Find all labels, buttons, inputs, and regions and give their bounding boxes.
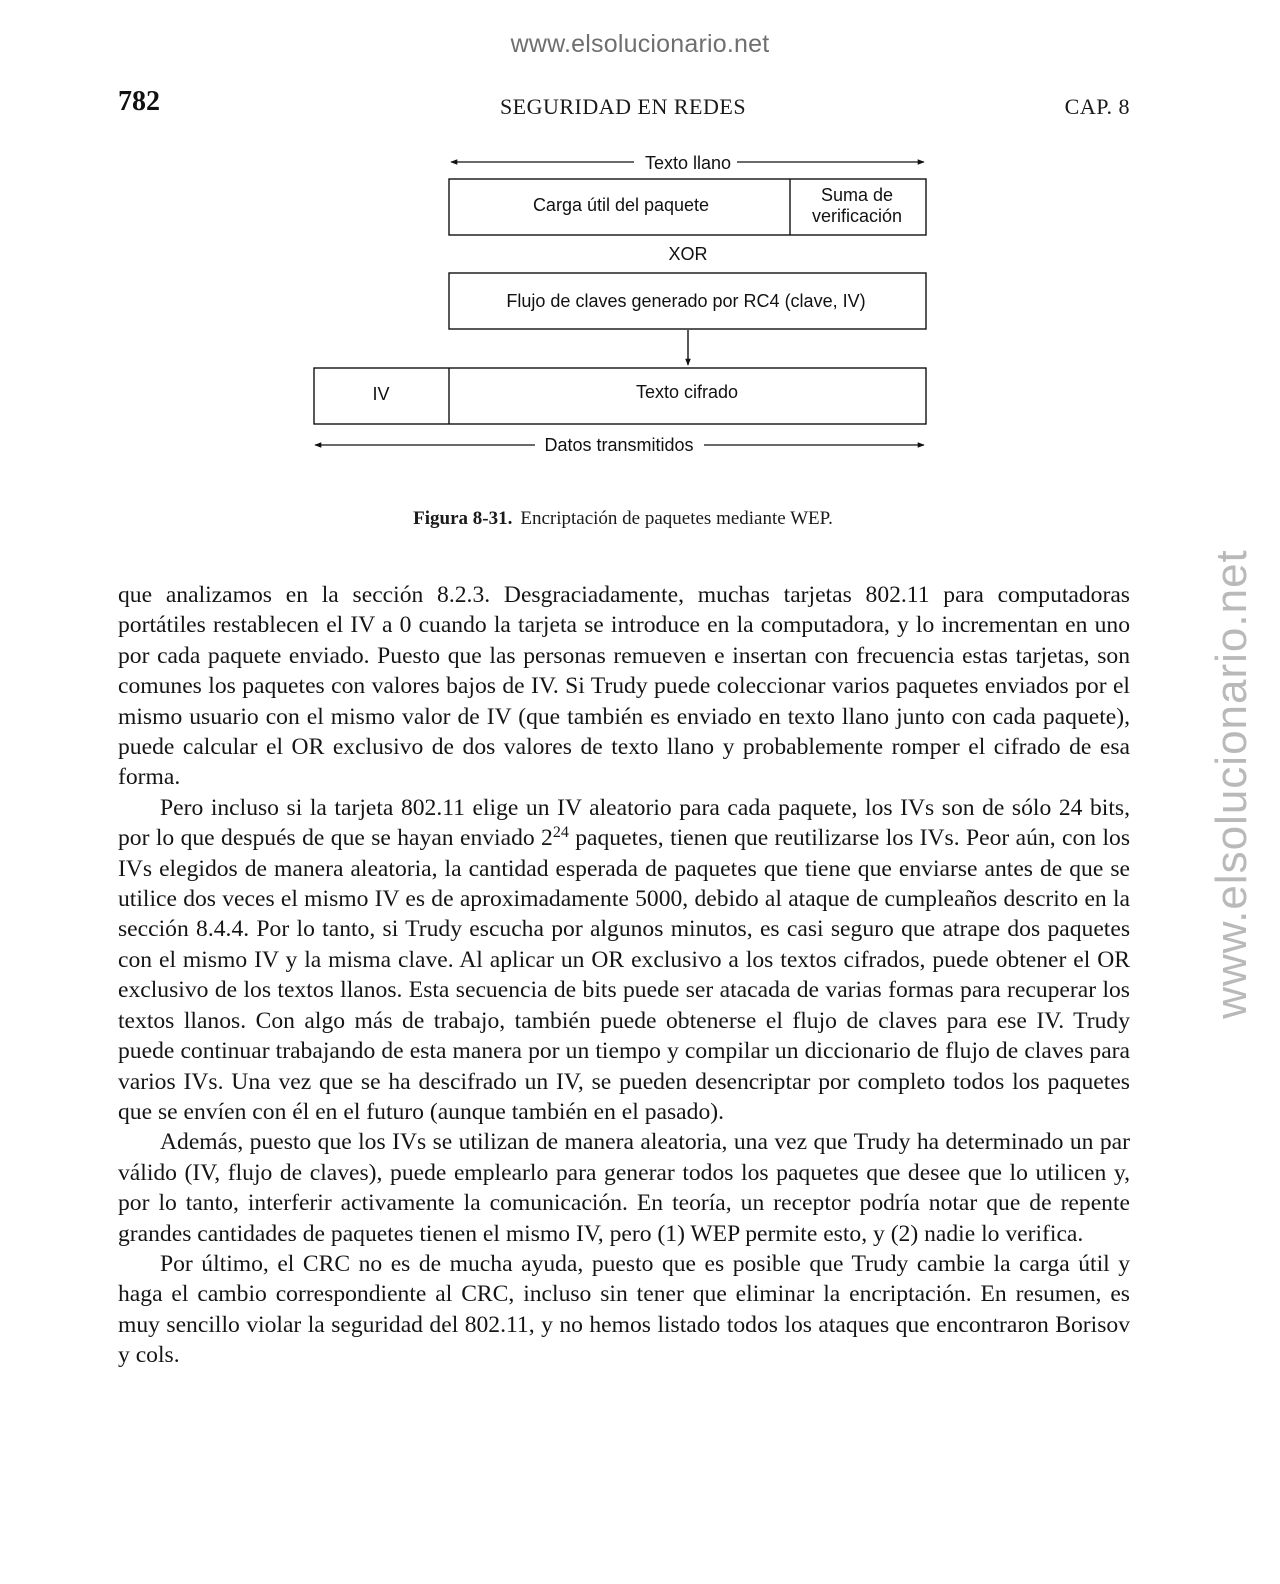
payload-label: Carga útil del paquete xyxy=(532,195,710,215)
paragraph-2 xyxy=(118,793,1130,1127)
wep-encryption-diagram xyxy=(0,140,1280,470)
chapter-label: CAP. 8 xyxy=(1064,94,1130,119)
exponent: 24 xyxy=(552,824,569,842)
ciphertext-label: Texto cifrado xyxy=(635,382,739,402)
keystream-label: Flujo de claves generado por RC4 (clave, IV) xyxy=(506,291,866,311)
watermark-url-top: www.elsolucionario.net xyxy=(510,30,770,58)
transmitted-box xyxy=(314,368,926,424)
xor-label: XOR xyxy=(668,244,708,264)
running-head: SEGURIDAD EN REDES xyxy=(499,94,747,119)
transmitted-span-arrow xyxy=(315,435,924,455)
transmitted-label: Datos transmitidos xyxy=(544,435,694,455)
page-number: 782 xyxy=(118,86,160,117)
checksum-label-line1: Suma de xyxy=(820,185,894,205)
watermark-url-side: www.elsolucionario.net xyxy=(1207,549,1256,1019)
paragraph-2-start: Pero incluso si la tarjeta 802.11 elige un IV aleatorio para cada paquete, los IVs son de sólo 24 bits, por lo que después de que se hayan enviado 2 xyxy=(118,794,1130,852)
figure-number: Figura 8-31. xyxy=(413,508,513,529)
checksum-label-line2: verificación xyxy=(811,206,903,226)
figure-caption xyxy=(0,508,1246,530)
paragraph-3: Además, puesto que los IVs se utilizan de manera aleatoria, una vez que Trudy ha determinado un par válido (IV, flujo de claves), puede emplearlo para generar todos los paquetes que desee que lo utilicen y, por lo tanto, interferir activamente la comunicación. En teoría, un receptor podría notar que de repente grandes cantidades de paquetes tienen el mismo IV, pero (1) WEP permite esto, y (2) nadie lo verifica. xyxy=(118,1129,1130,1247)
figure-caption-text: Encriptación de paquetes mediante WEP. xyxy=(520,508,833,529)
plaintext-label: Texto llano xyxy=(644,153,732,173)
plaintext-span-arrow xyxy=(451,153,924,173)
iv-label: IV xyxy=(372,384,390,404)
body-text xyxy=(118,580,1130,1371)
paragraph-4: Por último, el CRC no es de mucha ayuda, puesto que es posible que Trudy cambie la carga útil y haga el cambio correspondiente al CRC, incluso sin tener que eliminar la encriptación. En resumen, es muy sencillo violar la seguridad del 802.11, y no hemos listado todos los ataques que encontraron Borisov y cols. xyxy=(118,1250,1130,1369)
paragraph-1: que analizamos en la sección 8.2.3. Desgraciadamente, muchas tarjetas 802.11 para computadoras portátiles restablecen el IV a 0 cuando la tarjeta se introduce en la computadora, y lo incrementan en uno por cada paquete enviado. Puesto que las personas remueven e insertan con frecuencia estas tarjetas, son comunes los paquetes con valores bajos de IV. Si Trudy puede coleccionar varios paquetes enviados por el mismo usuario con el mismo valor de IV (que también es enviado en texto llano junto con cada paquete), puede calcular el OR exclusivo de dos valores de texto llano y probablemente romper el cifrado de esa forma. xyxy=(118,582,1130,791)
paragraph-2-end: paquetes, tienen que reutilizarse los IVs. Peor aún, con los IVs elegidos de manera aleatoria, la cantidad esperada de paquetes que tiene que enviarse antes de que se utilice dos veces el mismo IV es de aproximadamente 5000, debido al ataque de cumpleaños descrito en la sección 8.4.4. Por lo tanto, si Trudy escucha por algunos minutos, es casi seguro que atrape dos paquetes con el mismo IV y la misma clave. Al aplicar un OR exclusivo a los textos cifrados, puede obtener el OR exclusivo de los textos llanos. Esta secuencia de bits puede ser atacada de varias formas para recuperar los textos llanos. Con algo más de trabajo, también puede obtenerse el flujo de claves para ese IV. Trudy puede continuar trabajando de esta manera por un tiempo y compilar un diccionario de flujo de claves para varios IVs. Una vez que se ha descifrado un IV, se pueden desencriptar por completo todos los paquetes que se envíen con él en el futuro (aunque también en el pasado). xyxy=(118,825,1130,1125)
